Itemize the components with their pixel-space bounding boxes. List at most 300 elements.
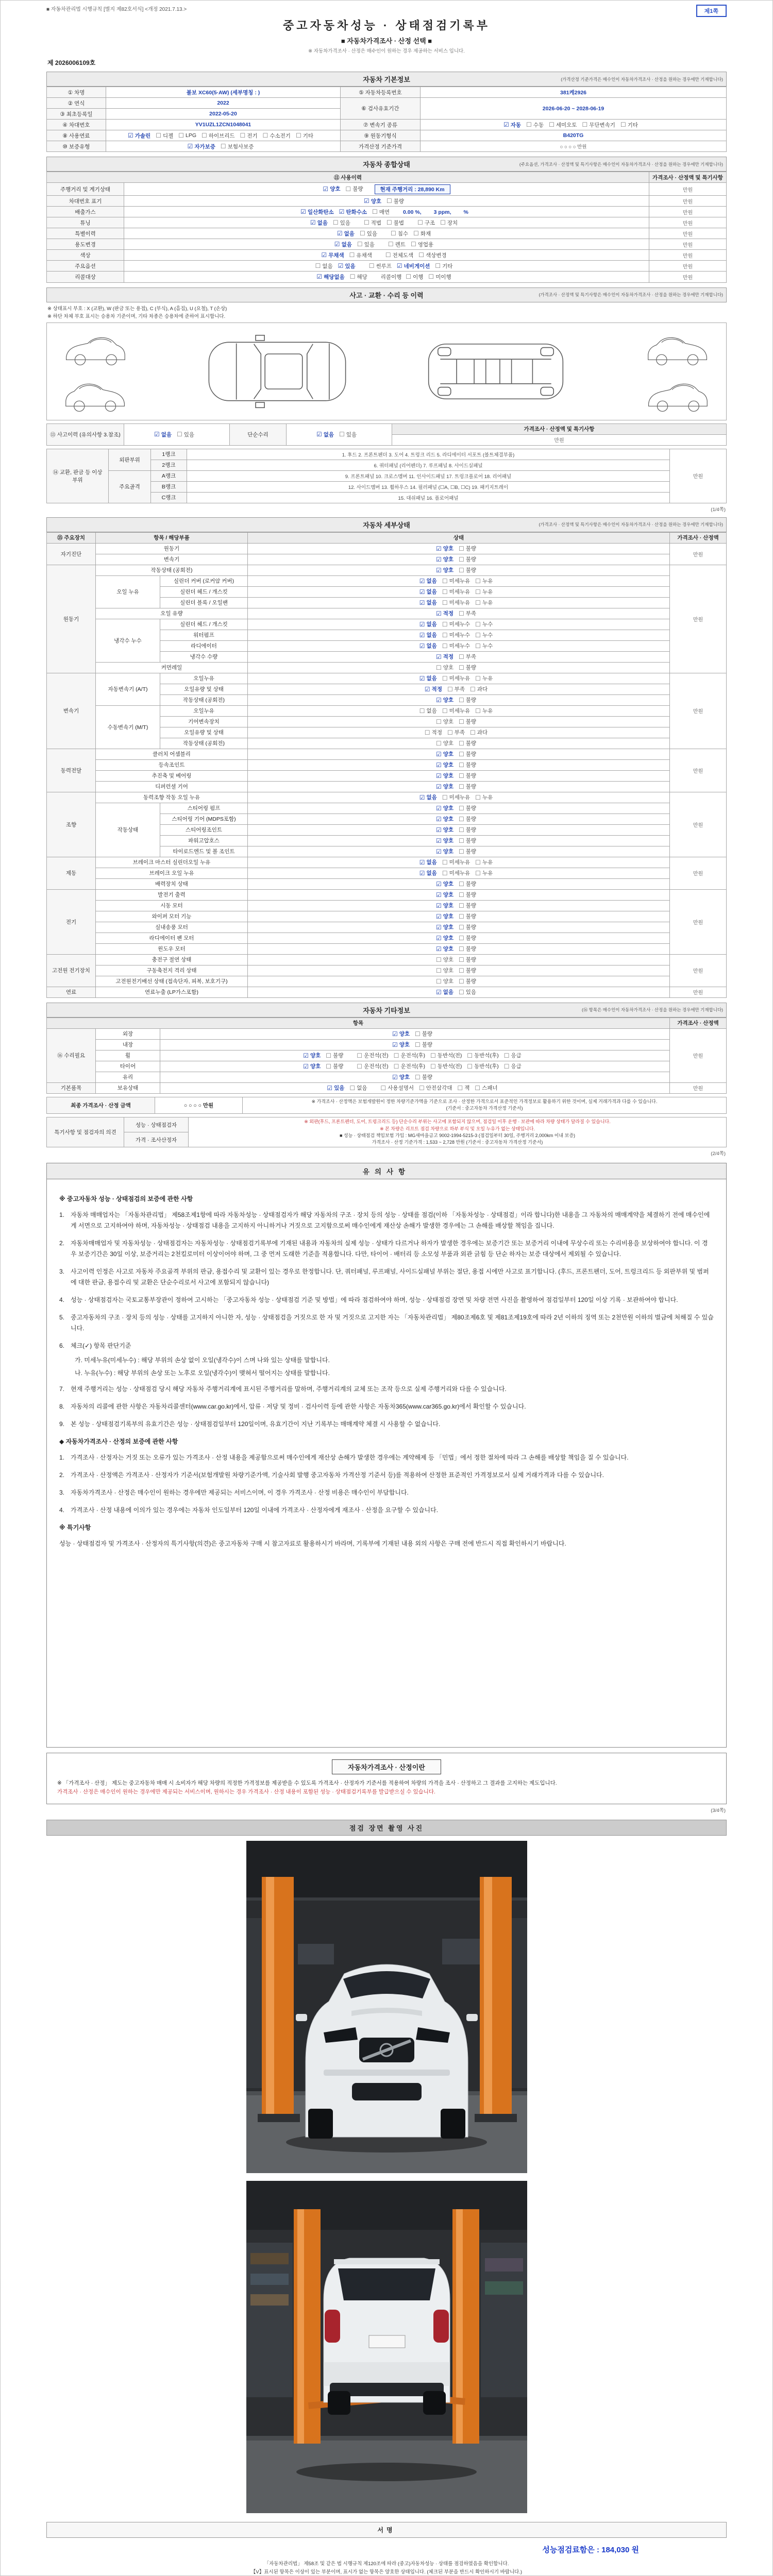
checkbox-unchecked-icon: ☐ [459,772,464,779]
checkbox-item: ☐ 과다 [470,685,488,693]
checkbox-unchecked-icon: ☐ [357,241,363,248]
checkbox-checked-icon: ☑ [435,934,442,942]
checkbox-item: ☑ 양호 [435,837,453,844]
checkbox-item: ☐ 불량 [459,815,477,823]
table-cell: 만원 [670,1082,727,1093]
checkbox-item: ☑ 적정 [435,653,453,660]
table-cell: ⑤ 자동차등록번호 [341,87,421,98]
checkbox-checked-icon: ☑ [128,132,133,139]
table-cell: 커먼레일 [96,662,248,673]
table-cell: 스티어링 펌프 [160,803,248,814]
checkbox-item: ☐ 누유 [475,707,493,715]
checkbox-unchecked-icon: ☐ [475,869,481,877]
misc-info-table [46,1018,727,1094]
checkbox-item: ☐ 미세누수 [442,620,470,628]
table-cell: 만원 [670,792,727,857]
checkbox-unchecked-icon: ☐ [459,783,464,790]
table-cell [287,423,392,445]
table-cell [248,900,670,911]
checkbox-item: ☑ 없음 [419,588,437,596]
checkbox-unchecked-icon: ☐ [424,728,430,736]
table-cell: B랭크 [151,481,187,492]
checkbox-unchecked-icon: ☐ [475,631,481,639]
checkbox-item: ☐ 불량 [459,664,477,671]
checkbox-unchecked-icon: ☐ [326,1052,332,1059]
inline-label: 리콜이행 [380,274,402,280]
checkbox-checked-icon: ☑ [327,1084,333,1092]
table-cell: 자동변속기 (A/T) [96,673,160,705]
section-label: 자동차 세부상태 [363,521,410,529]
section-title-misc-info [46,1003,727,1018]
checkbox-item: ☑ 없음 [337,230,355,237]
checkbox-item: ☐ 불량 [459,934,477,942]
checkbox-item: ☐ 없음 [349,1084,367,1092]
checkbox-item: ☐ 누수 [475,620,493,628]
checkbox-unchecked-icon: ☐ [459,566,464,574]
table-cell [248,543,670,554]
checkbox-unchecked-icon: ☐ [368,262,375,269]
checkbox-unchecked-icon: ☐ [475,858,481,866]
table-cell: 특별이력 [47,228,124,239]
table-cell [243,1097,727,1113]
table-cell: 만원 [670,449,727,503]
table-cell: 작동상태 [96,803,160,857]
checkbox-item: ☐ 불량 [459,945,477,953]
table-cell: 오일유량 및 상태 [160,684,248,694]
lift-post-right [475,1877,517,2122]
page-marker-3: (3/4쪽) [711,1807,726,1814]
table-cell [248,792,670,803]
checkbox-item: ☐ 기타 [620,121,638,128]
table-cell [160,1050,670,1061]
inspection-photo-front-view [246,1841,527,2173]
checkbox-item: ☐ 동반석(전) [430,1052,462,1059]
table-cell: 디퍼런셜 기어 [96,781,248,792]
checkbox-item: ☑ 양호 [435,848,453,855]
checkbox-unchecked-icon: ☐ [418,251,424,259]
checkbox-unchecked-icon: ☐ [470,728,476,736]
checkbox-unchecked-icon: ☐ [442,858,448,866]
notice-item: 4. 성능 · 상태점검자는 국토교통부장관이 정하여 고시하는 「중고자동차 성능 · 상태점검 기준 및 방법」에 따라 점검하여야 하며, 성능 · 상태점검 장면 및 차량 전면 사진을 촬영하여 점검일부터 120일 이상 기록 · 보관하여야 합니다. [59,1296,678,1304]
table-cell [248,738,670,749]
table-cell: 만원 [649,239,727,250]
section-note: (가격조사 · 산정액 및 특기사항은 매수인이 자동차가격조사 · 산정을 원하는 경우에만 기재합니다) [539,292,723,297]
checkbox-unchecked-icon: ☐ [435,967,442,974]
table-cell: 동력조향 작동 오일 누유 [96,792,248,803]
table-cell: 튜닝 [47,217,124,228]
checkbox-checked-icon: ☑ [310,219,316,226]
checkbox-item: ☐ 양호 [435,977,453,985]
table-cell: 만원 [392,434,727,445]
checkbox-item: ☐ 불량 [459,739,477,747]
checkbox-item: ☐ 불량 [459,848,477,855]
checkbox-checked-icon: ☑ [435,837,442,844]
overall-status-table [46,172,727,283]
checkbox-unchecked-icon: ☐ [419,1084,425,1092]
checkbox-item: ☑ 양호 [435,934,453,942]
checkbox-unchecked-icon: ☐ [435,956,442,963]
checkbox-checked-icon: ☑ [303,1052,309,1059]
checkbox-item: ☐ 누유 [475,793,493,801]
table-cell [248,727,670,738]
checkbox-checked-icon: ☑ [303,1062,309,1070]
checkbox-unchecked-icon: ☐ [459,696,464,704]
checkbox-item: ☑ 없음 [310,219,328,226]
table-cell: 작동상태 (공회전) [160,738,248,749]
table-cell: 실린더 헤드 / 개스킷 [160,619,248,630]
table-cell: 배출가스 [47,207,124,217]
exchange-parts-table [46,449,727,503]
checkbox-item: ☐ 있음 [339,431,357,438]
checkbox-unchecked-icon: ☐ [435,718,442,725]
checkbox-unchecked-icon: ☐ [372,208,378,215]
section-note: (주요옵션, 가격조사 · 산정액 및 특기사항은 매수인이 자동차가격조사 · 산정을 원하는 경우에만 기재합니다) [519,161,723,167]
checkbox-item: ☐ 불량 [459,923,477,931]
checkbox-unchecked-icon: ☐ [459,848,464,855]
checkbox-checked-icon: ☑ [334,241,340,248]
table-cell [248,554,670,565]
table-cell: 오일유량 및 상태 [160,727,248,738]
checkbox-item: ☐ 양호 [435,967,453,974]
checkbox-item: ☑ 없음 [419,858,437,866]
checkbox-unchecked-icon: ☐ [415,1030,421,1038]
checkbox-unchecked-icon: ☐ [459,880,464,888]
car-rear-view [324,2258,450,2415]
table-cell: 항목 [47,1018,670,1028]
table-cell [248,878,670,889]
checkbox-item: ☐ 동반석(후) [467,1052,499,1059]
checkbox-item: ☐ 양호 [435,664,453,671]
checkbox-unchecked-icon: ☐ [459,945,464,953]
table-cell [124,196,649,207]
inline-label: 0.00 %, [403,209,422,215]
checkbox-checked-icon: ☑ [435,555,442,563]
checkbox-checked-icon: ☑ [338,262,344,269]
checkbox-checked-icon: ☑ [435,566,442,574]
notice-item-list-2 [59,1452,714,1516]
form-reference-note: ■ 자동차관리법 시행규칙 [별지 제82호서식] <개정 2021.7.13.> [46,7,187,12]
table-cell [160,1028,670,1039]
checkbox-item: ☐ 운전석(전) [357,1062,389,1070]
checkbox-checked-icon: ☑ [435,761,442,769]
checkbox-item: ☐ 누유 [475,858,493,866]
checkbox-unchecked-icon: ☐ [467,1052,473,1059]
checkbox-unchecked-icon: ☐ [442,869,448,877]
inline-label: 3 ppm, [433,209,451,215]
checkbox-item: ☐ 미세누유 [442,674,470,682]
table-cell: 만원 [649,272,727,283]
table-cell [248,630,670,640]
checkbox-item: ☐ 있음 [332,219,350,226]
checkbox-unchecked-icon: ☐ [459,761,464,769]
table-cell [248,814,670,824]
checkbox-item: ☐ 있음 [359,230,377,237]
checkbox-checked-icon: ☑ [337,230,343,237]
table-cell: 만원 [649,196,727,207]
checkbox-item: ☑ 해당없음 [316,273,345,280]
checkbox-item: ☑ 양호 [392,1030,410,1038]
checkbox-unchecked-icon: ☐ [549,121,554,128]
table-cell [124,272,649,283]
checkbox-item: ☑ 있음 [327,1084,345,1092]
checkbox-unchecked-icon: ☐ [459,956,464,963]
checkbox-checked-icon: ☑ [424,685,430,693]
table-cell [248,911,670,922]
inline-label: % [463,209,468,215]
table-cell: 변속기 [47,673,96,749]
table-cell [248,694,670,705]
checkbox-checked-icon: ☑ [503,121,509,128]
table-cell: 작동상태 (공회전) [96,565,248,575]
damage-code-legend [47,305,726,320]
table-cell: 만원 [670,857,727,889]
table-cell [248,759,670,770]
checkbox-item: ☐ 과다 [470,728,488,736]
checkbox-unchecked-icon: ☐ [457,1084,463,1092]
checkbox-checked-icon: ☑ [435,945,442,953]
checkbox-item: ☐ 미세누유 [442,858,470,866]
checkbox-item: ☑ 일산화탄소 [300,208,334,215]
checkbox-item: ☑ 가솔린 [128,132,151,139]
checkbox-checked-icon: ☑ [435,912,442,920]
notice-body [47,1179,726,1558]
checkbox-unchecked-icon: ☐ [526,121,532,128]
table-cell: 와이퍼 모터 기능 [96,911,248,922]
notice-extra-text: 성능 · 상태점검자 및 가격조사 · 산정자의 특기사항(의견)은 중고자동차 구매 시 참고자료로 활용하시기 바라며, 기록부에 기재된 내용 외의 사항은 구매 전에 반드시 직접 확인하시기 바랍니다. [59,1540,566,1548]
checkbox-unchecked-icon: ☐ [503,1052,510,1059]
checkbox-unchecked-icon: ☐ [475,599,481,606]
table-cell: 12. 사이드멤버 13. 휠하우스 14. 필러패널 (☐A, ☐B, ☐C) 19. 패키지트레이 [187,481,670,492]
checkbox-item: ☐ 양호 [435,956,453,963]
car-damage-diagram [46,323,727,420]
text-line: (기준서 : 중고자동차 가격산정 기준서) [446,1106,523,1111]
section-title-basic-info [46,72,727,87]
price-survey-info-box [46,1753,727,1804]
checkbox-checked-icon: ☑ [435,545,442,552]
current-mileage-box: 현재 주행거리 : 28,890 Km [375,184,450,194]
table-cell [248,597,670,608]
checkbox-unchecked-icon: ☐ [459,718,464,725]
table-cell: ⑦ 변속기 종류 [341,120,421,130]
checkbox-checked-icon: ☑ [435,783,442,790]
section-label: 사고 · 교환 · 수리 등 이력 [349,291,424,299]
notice-head-2: ◆ 자동차가격조사 · 산정의 보증에 관한 사항 [59,1438,178,1446]
checkbox-checked-icon: ☑ [363,197,369,205]
checkbox-checked-icon: ☑ [419,674,425,682]
table-cell: 상태 [248,532,670,543]
checkbox-item: ☐ 불법 [386,219,405,226]
table-cell: 오일 유량 [96,608,248,619]
table-cell: 제동 [47,857,96,889]
table-cell: ⑪ 사용이력 [47,172,649,183]
checkbox-item: ☐ 불량 [459,772,477,779]
checkbox-checked-icon: ☑ [419,599,425,606]
footer-note [46,2560,727,2576]
checkbox-item: ☐ 불량 [459,696,477,704]
checkbox-item: ☑ 탄화수소 [339,208,367,215]
table-cell: 2022 [106,98,341,109]
table-cell: 워터펌프 [160,630,248,640]
checkbox-item: ☑ 없음 [419,642,437,650]
price-survey-title: 자동차가격조사 · 산정이란 [332,1759,441,1774]
checkbox-unchecked-icon: ☐ [406,273,412,280]
checkbox-checked-icon: ☑ [316,273,323,280]
car-front-quarter-right-icon [636,328,719,369]
checkbox-item: ☐ 이행 [406,273,424,280]
table-cell [248,846,670,857]
table-cell: 원동기 [47,565,96,673]
checkbox-item: ☑ 양호 [435,804,453,812]
table-cell: 만원 [649,261,727,272]
legend-line-2: ※ 하단 차체 부호 표시는 승용차 기준이며, 기타 차종은 승용차에 준하여 표시합니다. [47,313,226,319]
page-marker-1: (1/4쪽) [711,506,726,513]
checkbox-item: ☑ 없음 [419,577,437,585]
footer-line-1: 「자동차관리법」 제58조 및 같은 법 시행규칙 제120조에 따라 (중고)자동차성능 · 상태를 점검하였음을 확인합니다. [264,2561,509,2567]
checkbox-item: ☑ 양호 [435,761,453,769]
table-cell [248,705,670,716]
checkbox-unchecked-icon: ☐ [442,599,448,606]
notice-item: 1. 자동차 매매업자는 「자동차관리법」 제58조제1항에 따라 자동차성능 · 상태점검자가 해당 자동차의 구조 · 장치 등의 성능 · 상태를 점검(이하 「자동차성능 · 상태점검」이라 합니다)한 내용을 그 자동차의 매매계약을 체결하기 전에 매수인에게 서면으로 고지하여야 하며, 자동차성능 · 상태점검 내용을 고지하지 아니하거나 거짓으로 고지함으로써 매수인에게 재산상 손해가 발생한 경우에는 그 손해를 배상할 책임을 집니다. [59,1211,710,1230]
checkbox-item: ☐ 미세누수 [442,642,470,650]
table-cell: 유리 [96,1072,160,1082]
table-cell: 만원 [670,749,727,792]
table-cell: 만원 [649,217,727,228]
notice-head-1: ※ 중고자동차 성능 · 상태점검의 보증에 관한 사항 [59,1195,193,1203]
table-cell: 브레이크 마스터 실린더오일 누유 [96,857,248,868]
table-cell: 기본품목 [47,1082,96,1093]
basic-info-table [46,87,727,152]
checkbox-item: ☐ 불량 [415,1030,433,1038]
checkbox-item: ☐ 양호 [435,739,453,747]
checkbox-item: ☐ 불량 [459,826,477,834]
checkbox-item: ☐ 화재 [413,230,431,237]
checkbox-checked-icon: ☑ [435,772,442,779]
checkbox-checked-icon: ☑ [435,880,442,888]
notice-box [46,1163,727,1748]
doc-topbar [46,5,727,17]
table-cell: 만원 [670,987,727,997]
checkbox-unchecked-icon: ☐ [459,967,464,974]
checkbox-unchecked-icon: ☐ [410,241,416,248]
checkbox-unchecked-icon: ☐ [442,642,448,650]
checkbox-unchecked-icon: ☐ [440,219,446,226]
checkbox-checked-icon: ☑ [419,642,425,650]
lift-post-right [452,2209,479,2444]
table-cell: 시동 모터 [96,900,248,911]
checkbox-item: ☐ 불량 [386,197,405,205]
table-cell: 라디에이터 팬 모터 [96,933,248,943]
table-cell: 구동축전지 격리 상태 [96,965,248,976]
legend-line-1: ※ 상태표시 부호 : X (교환), W (판금 또는 용접), C (부식), A (흠집), U (요철), T (손상) [47,306,227,312]
checkbox-unchecked-icon: ☐ [435,262,441,269]
table-cell: 외장 [96,1028,160,1039]
checkbox-unchecked-icon: ☐ [475,577,481,585]
checkbox-unchecked-icon: ☐ [503,1062,510,1070]
checkbox-unchecked-icon: ☐ [459,555,464,563]
table-cell: ⑨ 원동기형식 [341,130,421,141]
table-cell: ⑥ 검사유효기간 [341,98,421,120]
table-cell [160,1039,670,1050]
checkbox-item: ☐ 운전석(후) [393,1052,426,1059]
checkbox-item: ☐ 불량 [326,1062,344,1070]
table-cell [124,228,649,239]
checkbox-unchecked-icon: ☐ [442,707,448,715]
table-cell [248,803,670,814]
table-cell: 클러치 어셈블리 [96,749,248,759]
notice-item: 6. 체크(✓) 항목 판단기준 [59,1342,131,1350]
section-label: 자동차 종합상태 [363,161,410,168]
checkbox-unchecked-icon: ☐ [475,642,481,650]
checkbox-checked-icon: ☑ [419,620,425,628]
table-cell: 성능 · 상태점검자 [124,1117,189,1132]
table-cell: 용도변경 [47,239,124,250]
checkbox-unchecked-icon: ☐ [459,934,464,942]
inspector-opinion-table [46,1117,727,1147]
checkbox-item: ☐ 불량 [459,967,477,974]
section-title-accident-history [46,287,727,302]
table-cell: 9. 프론트패널 10. 크로스멤버 11. 인사이드패널 17. 트렁크플로어 18. 리어패널 [187,470,670,481]
checkbox-checked-icon: ☑ [300,208,306,215]
checkbox-unchecked-icon: ☐ [391,230,396,237]
table-cell: 보유상태 [96,1082,160,1093]
table-cell: 색상 [47,250,124,261]
checkbox-unchecked-icon: ☐ [386,197,392,205]
checkbox-item: ☐ 없음 [419,707,437,715]
table-cell [124,250,649,261]
checkbox-item: ☐ 운전석(후) [393,1062,426,1070]
table-cell: 주요골격 [109,470,151,503]
checkbox-unchecked-icon: ☐ [459,545,464,552]
checkbox-checked-icon: ☑ [392,1041,398,1048]
price-survey-text-1: ※ 「가격조사 · 산정」 제도는 중고자동차 매매 시 소비자가 해당 차량의 적정한 가격정보를 제공받을 수 있도록 가격조사 · 산정자가 기준서를 적용하여 차량의 가격을 조사 · 산정하고 그 결과를 고지하는 제도입니다. [57,1780,557,1787]
table-cell [248,889,670,900]
checkbox-checked-icon: ☑ [321,251,327,259]
checkbox-item: ☑ 양호 [363,197,381,205]
section-label: 자동차 기본정보 [363,76,410,83]
text-line: 가격조사 · 산정 기준가격 : 1,533 ~ 2,728 만원 (기준서 : 중고자동차 가격산정 기준서) [372,1139,543,1145]
checkbox-item: ☐ 세미오토 [549,121,577,128]
table-cell: 발전기 출력 [96,889,248,900]
inspection-fee: 성능점검료함은 : 184,030 원 [542,2545,639,2554]
checkbox-item: ☐ 응급 [503,1052,522,1059]
checkbox-item: ☑ 양호 [392,1073,410,1081]
table-cell: ⑯ 수리필요 [47,1028,96,1082]
table-cell [248,770,670,781]
checkbox-item: ☐ 없음 [315,262,333,269]
table-cell [124,217,649,228]
table-cell: 만원 [649,207,727,217]
car-rear-quarter-icon [54,374,137,415]
checkbox-item: ☐ 불량 [459,902,477,909]
checkbox-item: ☐ 불량 [459,880,477,888]
table-cell: 오일누유 [160,705,248,716]
text-line: ※ 본 차량은 리프트 점검 차량으로 하부 부식 및 오일 누유가 없는 상태입니다. [380,1126,535,1131]
accident-history-table [46,423,727,446]
table-cell [248,565,670,575]
checkbox-unchecked-icon: ☐ [349,273,356,280]
table-cell [160,1082,670,1093]
checkbox-unchecked-icon: ☐ [459,923,464,931]
table-cell: 기어변속장치 [160,716,248,727]
checkbox-unchecked-icon: ☐ [156,132,161,139]
table-cell [248,987,670,997]
checkbox-item: ☐ 매연 [372,208,390,215]
table-cell: 내장 [96,1039,160,1050]
checkbox-unchecked-icon: ☐ [240,132,246,139]
table-cell: 만원 [670,889,727,954]
checkbox-item: ☐ 미세누유 [442,588,470,596]
checkbox-item: ☐ 유채색 [349,251,372,259]
